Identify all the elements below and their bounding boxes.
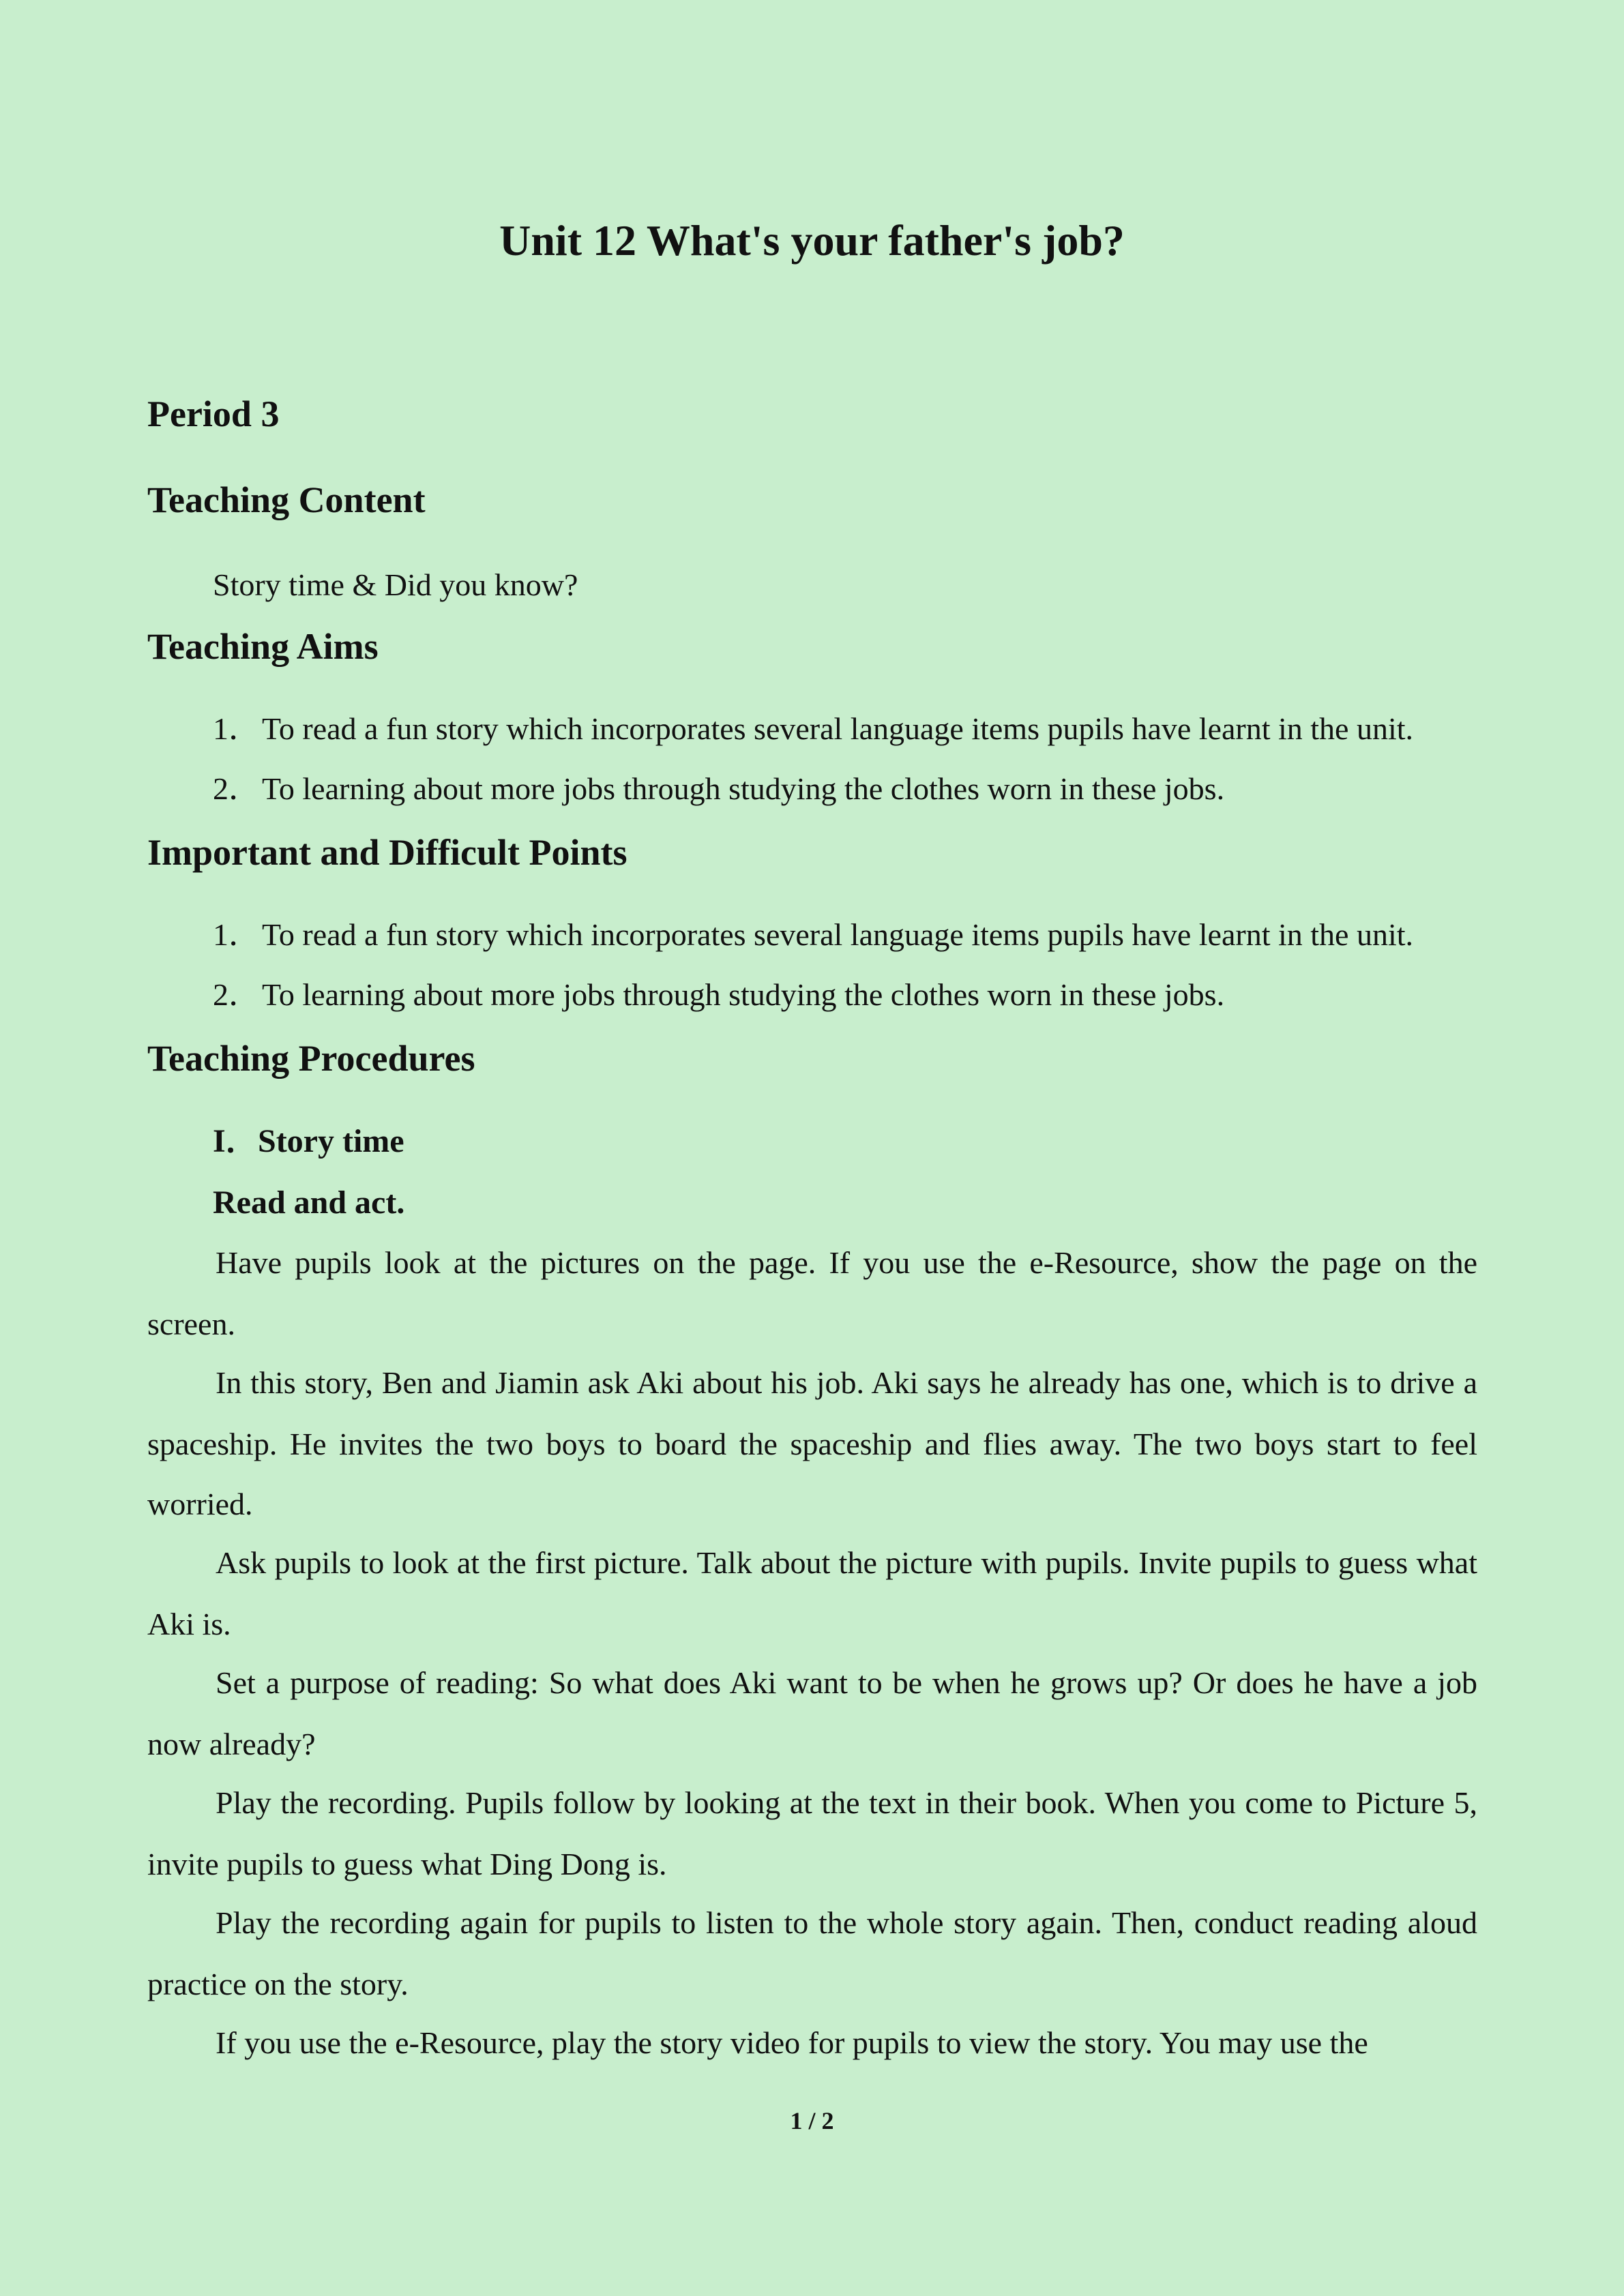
important-points-item xyxy=(213,971,1224,1019)
paragraph-text: Play the recording. Pupils follow by looking at the text in their book. When you come to Picture 5, invite pupils to guess what Ding Dong is. xyxy=(147,1785,1477,1881)
section-heading xyxy=(213,1118,404,1165)
paragraph-text: Set a purpose of reading: So what does Aki want to be when he grows up? Or does he have a job now already? xyxy=(147,1665,1477,1761)
item-number: 2． xyxy=(213,771,260,806)
teaching-procedures-heading: Teaching Procedures xyxy=(147,1038,475,1079)
procedure-paragraph xyxy=(147,1773,1477,1894)
item-text: To read a fun story which incorporates several language items pupils have learnt in the unit. xyxy=(262,917,1414,952)
procedure-paragraph xyxy=(147,2013,1477,2073)
section-number: I． xyxy=(213,1123,259,1159)
teaching-content-text: Story time & Did you know? xyxy=(213,567,578,602)
procedure-paragraph xyxy=(147,1233,1477,1354)
important-points-heading: Important and Difficult Points xyxy=(147,832,628,873)
teaching-aims-heading: Teaching Aims xyxy=(147,626,379,667)
procedure-paragraph xyxy=(147,1893,1477,2014)
page-number: 1 / 2 xyxy=(790,2107,834,2134)
teaching-aims-item xyxy=(213,705,1413,753)
teaching-aims-item xyxy=(213,765,1224,813)
page-title: Unit 12 What's your father's job? xyxy=(499,216,1125,265)
section-title: Story time xyxy=(258,1123,404,1159)
paragraph-text: Play the recording again for pupils to listen to the whole story again. Then, conduct reading aloud practice on the story. xyxy=(147,1905,1477,2001)
important-points-item xyxy=(213,911,1413,959)
item-text: To learning about more jobs through studying the clothes worn in these jobs. xyxy=(262,771,1225,806)
procedure-paragraph xyxy=(147,1353,1477,1534)
item-text: To learning about more jobs through studying the clothes worn in these jobs. xyxy=(262,977,1225,1012)
teaching-content-heading: Teaching Content xyxy=(147,479,426,520)
paragraph-text: Have pupils look at the pictures on the page. If you use the e-Resource, show the page on the screen. xyxy=(147,1245,1477,1341)
paragraph-text: Ask pupils to look at the first picture. Talk about the picture with pupils. Invite pupils to guess what Aki is. xyxy=(147,1545,1477,1641)
procedure-paragraph xyxy=(147,1653,1477,1774)
paragraph-text: In this story, Ben and Jiamin ask Aki about his job. Aki says he already has one, which is to drive a spaceship. He invites the two boys to board the spaceship and flies away. The two boys start to feel worried. xyxy=(147,1365,1477,1521)
procedure-paragraph xyxy=(147,1533,1477,1654)
item-number: 1． xyxy=(213,917,260,952)
subheading: Read and act. xyxy=(213,1184,405,1221)
paragraph-text: If you use the e-Resource, play the story video for pupils to view the story. You may use the xyxy=(216,2025,1368,2060)
item-number: 1． xyxy=(213,711,260,746)
item-text: To read a fun story which incorporates several language items pupils have learnt in the unit. xyxy=(262,711,1414,746)
period-heading: Period 3 xyxy=(147,393,280,434)
item-number: 2． xyxy=(213,977,260,1012)
